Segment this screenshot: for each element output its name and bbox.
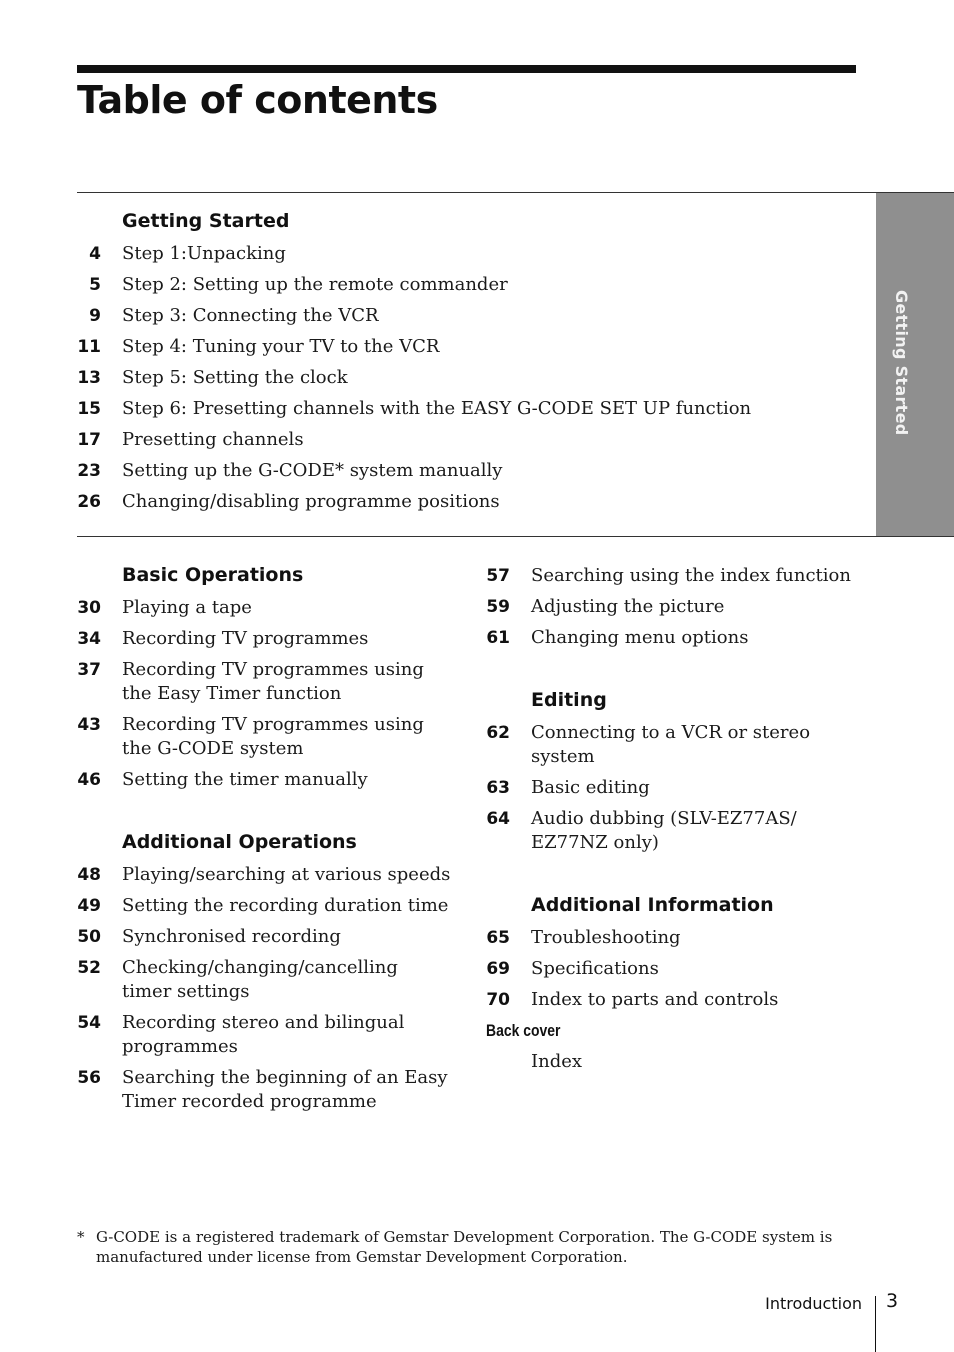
page-number: 3 <box>886 1290 899 1312</box>
toc-item[interactable] <box>77 768 452 792</box>
section-divider-top <box>77 192 954 193</box>
toc-page-number: 65 <box>486 928 510 948</box>
section-spacer <box>486 862 861 890</box>
page-title: Table of contents <box>77 78 438 122</box>
toc-page-number: 49 <box>77 896 101 916</box>
toc-entry-text: Synchronised recording <box>122 926 341 947</box>
toc-item[interactable] <box>77 366 837 390</box>
toc-page-number: 54 <box>77 1013 101 1033</box>
toc-page-number: 63 <box>486 778 510 798</box>
toc-page-number: 37 <box>77 660 101 680</box>
toc-item[interactable] <box>77 273 837 297</box>
toc-page-number: 59 <box>486 597 510 617</box>
toc-entry-text: Troubleshooting <box>531 927 681 948</box>
toc-entry-text: Audio dubbing (SLV-EZ77AS/ EZ77NZ only) <box>531 808 797 853</box>
section-spacer <box>486 657 861 685</box>
toc-item[interactable] <box>77 925 452 949</box>
toc-entry-text: Presetting channels <box>122 429 304 450</box>
toc-item[interactable] <box>77 1011 452 1059</box>
toc-item[interactable] <box>77 490 837 514</box>
toc-item[interactable] <box>486 595 861 619</box>
toc-entry-text: Setting the recording duration time <box>122 895 449 916</box>
toc-item[interactable] <box>77 658 452 706</box>
section-getting-started <box>77 206 837 521</box>
section-heading: Editing <box>531 689 607 711</box>
toc-item[interactable] <box>77 863 452 887</box>
section-heading: Getting Started <box>122 210 290 232</box>
toc-item[interactable] <box>486 988 861 1012</box>
toc-right-column <box>486 564 861 1074</box>
toc-page-number: 5 <box>89 275 101 295</box>
chapter-side-tab-label: Getting Started <box>892 290 911 436</box>
toc-page-number: 17 <box>77 430 101 450</box>
back-cover-entry[interactable]: Index <box>531 1051 583 1072</box>
toc-entry-text: Recording TV programmes using the G-CODE system <box>122 714 424 759</box>
toc-item[interactable] <box>486 564 861 588</box>
toc-entry-text: Playing a tape <box>122 597 252 618</box>
footnote-mark: * <box>77 1228 85 1246</box>
toc-entry-text: Changing/disabling programme positions <box>122 491 500 512</box>
footer-section-name: Introduction <box>765 1294 862 1313</box>
toc-page-number: 57 <box>486 566 510 586</box>
toc-item[interactable] <box>77 956 452 1004</box>
toc-entry-text: Step 1:Unpacking <box>122 243 286 264</box>
toc-page-number: 9 <box>89 306 101 326</box>
toc-item[interactable] <box>77 1066 452 1114</box>
chapter-side-tab <box>876 193 954 536</box>
toc-page-number: 48 <box>77 865 101 885</box>
footnote <box>77 1227 857 1267</box>
toc-entry-text: Step 2: Setting up the remote commander <box>122 274 508 295</box>
toc-entry-text: Step 3: Connecting the VCR <box>122 305 379 326</box>
back-cover-label: Back cover <box>486 1021 561 1040</box>
toc-item[interactable] <box>77 596 452 620</box>
section-heading: Additional Information <box>531 894 774 916</box>
toc-page-number: 30 <box>77 598 101 618</box>
toc-entry-text: Index to parts and controls <box>531 989 779 1010</box>
toc-entry-text: Setting up the G-CODE* system manually <box>122 460 503 481</box>
toc-item[interactable] <box>77 894 452 918</box>
toc-page-number: 69 <box>486 959 510 979</box>
toc-page-number: 26 <box>77 492 101 512</box>
toc-page-number: 43 <box>77 715 101 735</box>
toc-page-number: 15 <box>77 399 101 419</box>
toc-entry-text: Connecting to a VCR or stereo system <box>531 722 811 767</box>
toc-page-number: 13 <box>77 368 101 388</box>
toc-entry-text: Step 4: Tuning your TV to the VCR <box>122 336 440 357</box>
toc-entry-text: Basic editing <box>531 777 650 798</box>
toc-page-number: 52 <box>77 958 101 978</box>
toc-page-number: 62 <box>486 723 510 743</box>
toc-item[interactable] <box>486 626 861 650</box>
toc-page-number: 50 <box>77 927 101 947</box>
toc-entry-text: Setting the timer manually <box>122 769 368 790</box>
toc-entry-text: Specifications <box>531 958 659 979</box>
section-heading: Additional Operations <box>122 831 357 853</box>
toc-page-number: 34 <box>77 629 101 649</box>
toc-item[interactable] <box>486 957 861 981</box>
toc-page-number: 46 <box>77 770 101 790</box>
toc-item[interactable] <box>77 713 452 761</box>
section-heading: Basic Operations <box>122 564 304 586</box>
toc-entry-text: Changing menu options <box>531 627 749 648</box>
toc-page-number: 4 <box>89 244 101 264</box>
toc-page-number: 64 <box>486 809 510 829</box>
toc-item[interactable] <box>77 304 837 328</box>
toc-entry-text: Recording stereo and bilingual programmes <box>122 1012 405 1057</box>
footer-divider <box>875 1296 876 1352</box>
section-divider-bottom <box>77 536 954 537</box>
toc-item[interactable] <box>77 627 452 651</box>
toc-entry-text: Adjusting the picture <box>531 596 725 617</box>
toc-entry-text: Step 6: Presetting channels with the EASY G-CODE SET UP function <box>122 398 752 419</box>
toc-page-number: 70 <box>486 990 510 1010</box>
toc-entry-text: Recording TV programmes <box>122 628 369 649</box>
toc-page-number: 56 <box>77 1068 101 1088</box>
toc-item[interactable] <box>77 428 837 452</box>
toc-entry-text: Recording TV programmes using the Easy Timer function <box>122 659 424 704</box>
toc-item[interactable] <box>486 926 861 950</box>
title-bar-rule <box>77 65 856 73</box>
toc-entry-text: Searching the beginning of an Easy Timer recorded programme <box>122 1067 448 1112</box>
section-spacer <box>77 799 452 827</box>
toc-item[interactable] <box>77 242 837 266</box>
toc-entry-text: Playing/searching at various speeds <box>122 864 451 885</box>
toc-item[interactable] <box>77 459 837 483</box>
toc-entry-text: Searching using the index function <box>531 565 851 586</box>
toc-left-column <box>77 560 452 1121</box>
toc-entry-text: Checking/changing/cancelling timer settings <box>122 957 398 1002</box>
toc-item[interactable] <box>486 721 861 769</box>
toc-page-number: 23 <box>77 461 101 481</box>
toc-entry-text: Step 5: Setting the clock <box>122 367 348 388</box>
toc-item[interactable] <box>77 397 837 421</box>
footnote-text: G-CODE is a registered trademark of Gemstar Development Corporation. The G-CODE system is manufactured under license from Gemstar Development Corporation. <box>96 1228 833 1266</box>
toc-item[interactable] <box>486 807 861 855</box>
toc-page-number: 61 <box>486 628 510 648</box>
toc-page-number: 11 <box>77 337 101 357</box>
toc-item[interactable] <box>486 776 861 800</box>
toc-item[interactable] <box>77 335 837 359</box>
